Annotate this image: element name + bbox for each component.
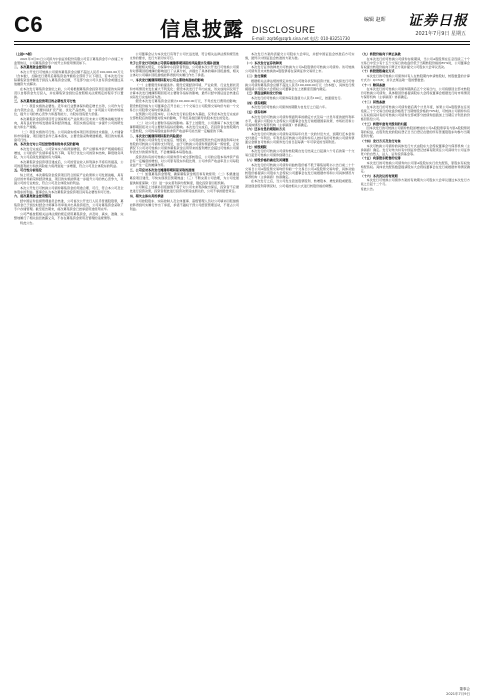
header-rule — [14, 41, 470, 42]
paragraph: 本次募集资金投资项目符合国家相关产业政策以及未来公司整体战略发展方向，具有良好的市场发展前景和经济效益，项目实施后将进一步提升公司的研发能力和生产规模。 — [14, 116, 124, 129]
paragraph: 本次发行的可转换公司债券初始转股价格不低于募集说明书公告日前二十个交易日公司A股股票交易均价和前一个交易日公司A股股票交易均价，具体初始转股价格提请公司股东大会授权公司董事会在发行前根据市场和公司具体情况与保荐机构（主承销商）协商确定。 — [245, 162, 355, 179]
section-heading: 六、前次募集资金使用情况 — [14, 194, 52, 199]
paragraph: 根据相关法律法规的规定并结合公司财务状况和投资计划，本次拟发行可转换公司债券募集资金总额不超过人民币100,000.00万元（含本数），具体发行规模提请公司股东大会授权公司董事会在上述额度范围内确定。 — [245, 78, 355, 91]
section-heading: （五）债券利率 — [245, 109, 267, 114]
masthead-logo: 证券日报 — [408, 13, 468, 29]
section-heading: 五、可行性分析结论 — [14, 168, 42, 173]
paragraph: 公司董事会认为本次发行有利于公司长远发展，符合相关法律法规和规范性文件的要求，发行方案切实可行。 — [129, 52, 239, 61]
paragraph: 在本次发行之后，当公司发生派送股票股利、转增股本、增发新股或配股、派送现金股利等情况时，公司将按相关公式进行转股价格的调整。 — [245, 179, 355, 188]
paragraph: 公司控股股东、实际控制人及全体董事、高级管理人员对公司填补回报措施能够得到切实履行作出了承诺，承诺不越权干预公司经营管理活动，不侵占公司利益。 — [129, 198, 239, 211]
paragraph: 本次发行的可转换公司债券票面利率的确定方式及每一计息年度的最终利率水平，提请公司股东大会授权公司董事会在发行前根据国家政策、市场状况和公司具体情况与保荐机构（主承销商）协商确定。 — [245, 114, 355, 127]
section-heading: （十）转股股数确定方式 — [360, 69, 395, 74]
section-heading: 一、本次发行摊薄即期回报对公司主要财务指标的影响 — [129, 78, 204, 83]
paragraph: 本次发行完成后，公司资本实力将得到增强，资产总额和净资产规模将相应增加，公司的资产负债率将有所下降，有利于优化公司的资本结构，降低财务风险，为公司后续发展提供有力保障。 — [14, 146, 124, 160]
section-heading: （八）转股价格的确定及其调整 — [245, 158, 289, 163]
footer-line-1: 董事会 — [459, 687, 470, 691]
section-heading: （十二）回售条款 — [360, 100, 386, 105]
paragraph: 在本次发行募集资金到位之前，公司将根据募集资金投资项目进度的实际情况以自筹资金先行投入，并在募集资金到位后按照相关法规规定的程序予以置换。 — [14, 86, 124, 99]
paragraph: 公司严格按照相关法律法规的规定使用募集资金，并及时、真实、准确、完整地履行了相关信息披露义务，不存在募集资金使用及管理的违规情形。 — [14, 211, 124, 220]
section-heading: 四、相关主体出具的承诺 — [129, 193, 164, 198]
paragraph: 本次发行的可转换公司债券的期限为自发行之日起六年。 — [251, 105, 329, 110]
paragraph: 本次可转换公司债券的具体发行方式由股东大会授权董事会与保荐机构（主承销商）确定。发行对象为持有中国证券登记结算有限责任公司深圳分公司证券账户的自然人、法人、证券投资基金等。 — [360, 143, 470, 156]
column-1 — [14, 52, 124, 686]
paragraph: 公司制定上述填补回报措施不等于对公司未来利润做出保证，投资者不应据此进行投资决策，投资者据此进行投资决策造成损失的，公司不承担赔偿责任。 — [129, 185, 239, 194]
section-heading: （四）债券期限 — [245, 100, 267, 105]
contact-line: E-mail: zqrb6@zqrb.sina.net 电话: 010-83251730 — [252, 36, 350, 41]
section-heading: （十六）本次决议的有效期 — [360, 173, 398, 178]
section-title-en: DISCLOSURE — [252, 25, 316, 35]
section-heading: （一）本次发行证券的种类 — [245, 60, 283, 65]
paragraph: （一）主要假设和前提条件。假设宏观经济环境、产业政策、行业发展状况和市场情况未发生重大不利变化；假设本次发行于年内完成，该完成时间仅用于计算本次发行摊薄即期回报对主要财务指标的影响，最终以经中国证监会核准后实际发行完成时间为准。 — [129, 82, 239, 99]
paragraph: （一）加强募集资金管理，确保募集资金规范和有效使用；（二）积极推进募投项目建设，尽快实现项目预期效益；（三）不断完善公司治理，为公司发展提供制度保障；（四）进一步完善利润分配制度，强化投资者回报机制。 — [129, 172, 239, 185]
paragraph: 因本次发行的可转换公司债券转股而增加的公司A股股票享有与原A股股票同等的权益，在股利发放的股权登记日当日登记在册的所有普通股股东均参与当期股利分配。 — [360, 126, 470, 139]
paragraph: 本次发行的可转换公司债券采用每年付息一次的付息方式，到期归还本金和支付最后一年利息。年利息指可转换公司债券持有人按持有的可转换公司债券票面总金额自可转换公司债券发行首日起每满一年可享受的当期利息。 — [245, 131, 355, 145]
paragraph: 本次发行可转换公司债券方案的有效期为公司股东大会审议通过本次发行方案之日起十二个月。 — [360, 178, 470, 187]
column-3 — [245, 52, 355, 686]
paragraph: （二）项目实施的可行性。公司具备实施本项目所需的技术储备、人才储备和市场储备，项目建设条件已基本落实，主要设备采购渠道畅通，项目的实施具备可行性。 — [14, 129, 124, 142]
paragraph: 综上所述，本次募集资金投资项目符合国家产业政策和公司发展战略，具有良好的市场前景和经济效益，项目的实施能够进一步提升公司的核心竞争力，巩固公司的行业地位，符合公司及全体股东的利益。 — [14, 173, 124, 186]
section-heading: （二）发行规模 — [245, 74, 267, 79]
paragraph: （一）项目实施的必要性。近年来行业整体保持稳定增长态势，公司作为行业内领先企业，需要持续扩充产能、优化产品结构，进一步巩固公司的市场地位，提升公司的核心竞争力和盈利能力，为股东创造更大价值。 — [14, 104, 124, 117]
section-heading: （十五）向原股东配售的安排 — [360, 156, 401, 161]
paragraph: 在本次发行的可转换公司债券期满后五个交易日内，公司将赎回全部未转股的可转换公司债券，具体赎回价格提请股东大会授权董事会根据发行时市场情况与保荐机构（主承销商）协商确定。 — [360, 87, 470, 100]
section-heading: （六）还本付息的期限和方式 — [245, 127, 286, 132]
paragraph: 投资者持有的可转换公司债券部分或全部转股后，公司的总股本和净资产将会有一定幅度的增加，对公司原有股东持股比例、公司净资产收益率及公司每股收益产生一定的摊薄作用。 — [129, 155, 239, 168]
section-heading: （十一）赎回条款 — [360, 82, 386, 87]
section-heading: 三、公司应对本次发行摊薄即期回报采取的措施 — [129, 167, 195, 172]
paragraph: 根据相关规定，为保障中小投资者利益，公司就本次公开发行可转换公司债券对即期回报摊薄的影响进行了认真分析，并提出了具体的填补回报措施，相关主体对公司填补回报措施能够得到切实履行作出了承诺。 — [129, 65, 239, 78]
section-heading: （上接C5版） — [14, 52, 35, 56]
section-heading: 二、本次发行摊薄即期回报的风险提示 — [129, 133, 183, 138]
paragraph: 可转换公司债券发行完成后、转股前，公司需按照预先约定的票面利率对未转股的可转换公司债券支付利息，由于可转换公司债券票面利率一般较低，正常情况下公司对可转换公司债券募集资金运用带来的盈利增长会超过可转换公司债券需支付的债券利息，不会摊薄基本每股收益。 — [129, 138, 239, 155]
paragraph: 特此公告。 — [360, 186, 376, 191]
section-heading: （十三）转股年度有关股利的归属 — [360, 121, 407, 126]
section-heading: （七）转股期限 — [245, 144, 267, 149]
paragraph: 在本次发行的可转换公司债券存续期间，当公司A股股票在任意连续三十个交易日中至少有十五个交易日的收盘价低于当期转股价格的85%时，公司董事会有权提出转股价格向下修正方案并提交公司股东大会审议表决。 — [360, 56, 470, 69]
column-2 — [130, 52, 240, 686]
paragraph: 在本次发行的可转换公司债券最后两个计息年度，如果公司A股股票在任何连续三十个交易日的收盘价格低于当期转股价格的70%时，可转换公司债券持有人有权将其持有的可转换公司债券全部或部分按债券面值加上当期应计利息的价格回售给公司。 — [360, 104, 470, 121]
paragraph: 本次发行的可转换公司债券转股期自发行结束之日起满六个月后的第一个交易日起至可转换公司债券到期日止。 — [245, 149, 355, 158]
paragraph: 经中国证券监督管理委员会核准，公司首次公开发行人民币普通股股票，募集资金已于到位时经会计师事务所审验并出具验资报告，公司对募集资金采取了专户存储管理。截至报告期末，前次募集资金已按承诺用途使用完毕。 — [14, 199, 124, 212]
header-rule-thin — [14, 44, 470, 45]
section-heading: 二、本次募集资金使用计划 — [14, 65, 52, 70]
paragraph: 本次发行的可转换公司债券每张面值为人民币100元，按面值发行。 — [251, 96, 344, 101]
paragraph: 本次发行证券的种类为可转换为公司A股股票的可转换公司债券。该可转换公司债券及未来转换的A股股票将在深圳证券交易所上市。 — [245, 65, 355, 74]
column-4 — [361, 52, 471, 686]
paragraph: 2021年3月31日公司拟与中信证券股份有限公司签订募集资金专户存储三方监管协议，公司募集资金专户的开立和使用情况如下。 — [14, 56, 124, 65]
paragraph: 本次公开发行可转换公司债券募集资金总额不超过人民币100,000.00万元（含本数），扣除发行费用后募集资金净额将全部用于以下项目，若本次发行实际募集资金净额低于拟投入募集资金总额，不足部分由公司以自有资金或通过其他融资方式解决。 — [14, 69, 124, 87]
paragraph: 在预测公司总股本时，以本次发行前总股本为基础，仅考虑本次发行完成并全部转股后的股票数对股本的影响，不考虑其他因素导致股本发生的变化。 — [129, 112, 239, 121]
article-columns — [14, 52, 470, 686]
section-heading: 四、本次发行对公司经营管理和财务状况的影响 — [14, 142, 79, 147]
paragraph: 假设本次发行募集资金总额为100,000.00万元，不考虑发行费用的影响；假设转股价格为公司董事会召开日前二十个交易日公司股票交易均价与前一个交易日公司股票交易均价孰高者。 — [129, 99, 239, 112]
section-heading: （三）票面金额和发行价格 — [245, 91, 283, 96]
page-number: C6 — [14, 12, 44, 37]
section-heading: 关于公开发行可转换公司债券摊薄即期回报的风险提示及填补措施 — [129, 60, 220, 65]
paragraph: 本次发行的可转换公司债券持有人在转股期内申请转股时，转股数量的计算方式为：Q=V/P，并以去尾法取一股的整数倍。 — [360, 74, 470, 83]
footer-line-2: 2021年7月9日 — [446, 691, 470, 696]
section-heading: 三、本次募集资金投资项目的必要性及可行性 — [14, 99, 76, 104]
paragraph: 本次发行方案尚需提交公司股东大会审议，并经中国证监会核准后方可实施，最终以中国证监会核准的方案为准。 — [245, 52, 355, 61]
paragraph: （二）对公司主要财务指标的影响。基于上述假设，公司测算了本次发行摊薄即期回报对公司主要财务指标的影响。本次发行完成后，若投资者在转股期内大量转股，公司的每股收益和净资产收益率可能出现一定幅度的下降。 — [129, 120, 239, 133]
paragraph: 本次募集资金投资项目建成后，公司的营业收入和利润水平将有所提高，公司的盈利能力和抗风险能力将得到进一步增强，符合公司及全体股东的利益。 — [14, 159, 124, 168]
paragraph: 本次发行的可转换公司债券向公司原A股股东实行优先配售，原股东有权放弃配售权。具体优先配售数量提请股东大会授权董事会在发行前根据市场情况确定。 — [360, 160, 470, 173]
editor-line: 编辑 赵晖 — [364, 17, 386, 23]
section-heading: （九）转股价格向下修正条款 — [360, 52, 401, 56]
page-header — [14, 10, 470, 40]
footer-note — [446, 687, 470, 696]
paragraph: 本次公开发行可转换公司债券募集资金的用途合理、可行，符合本公司及全体股东的利益。董事会认为本次募集资金投资项目具有必要性和可行性。 — [14, 185, 124, 194]
section-heading: （十四）发行方式及发行对象 — [360, 138, 401, 143]
issue-date: 2021年7月9日 星期五 — [415, 31, 466, 37]
paragraph: 特此公告。 — [20, 220, 36, 225]
section-title: 信息披露 — [160, 17, 244, 41]
